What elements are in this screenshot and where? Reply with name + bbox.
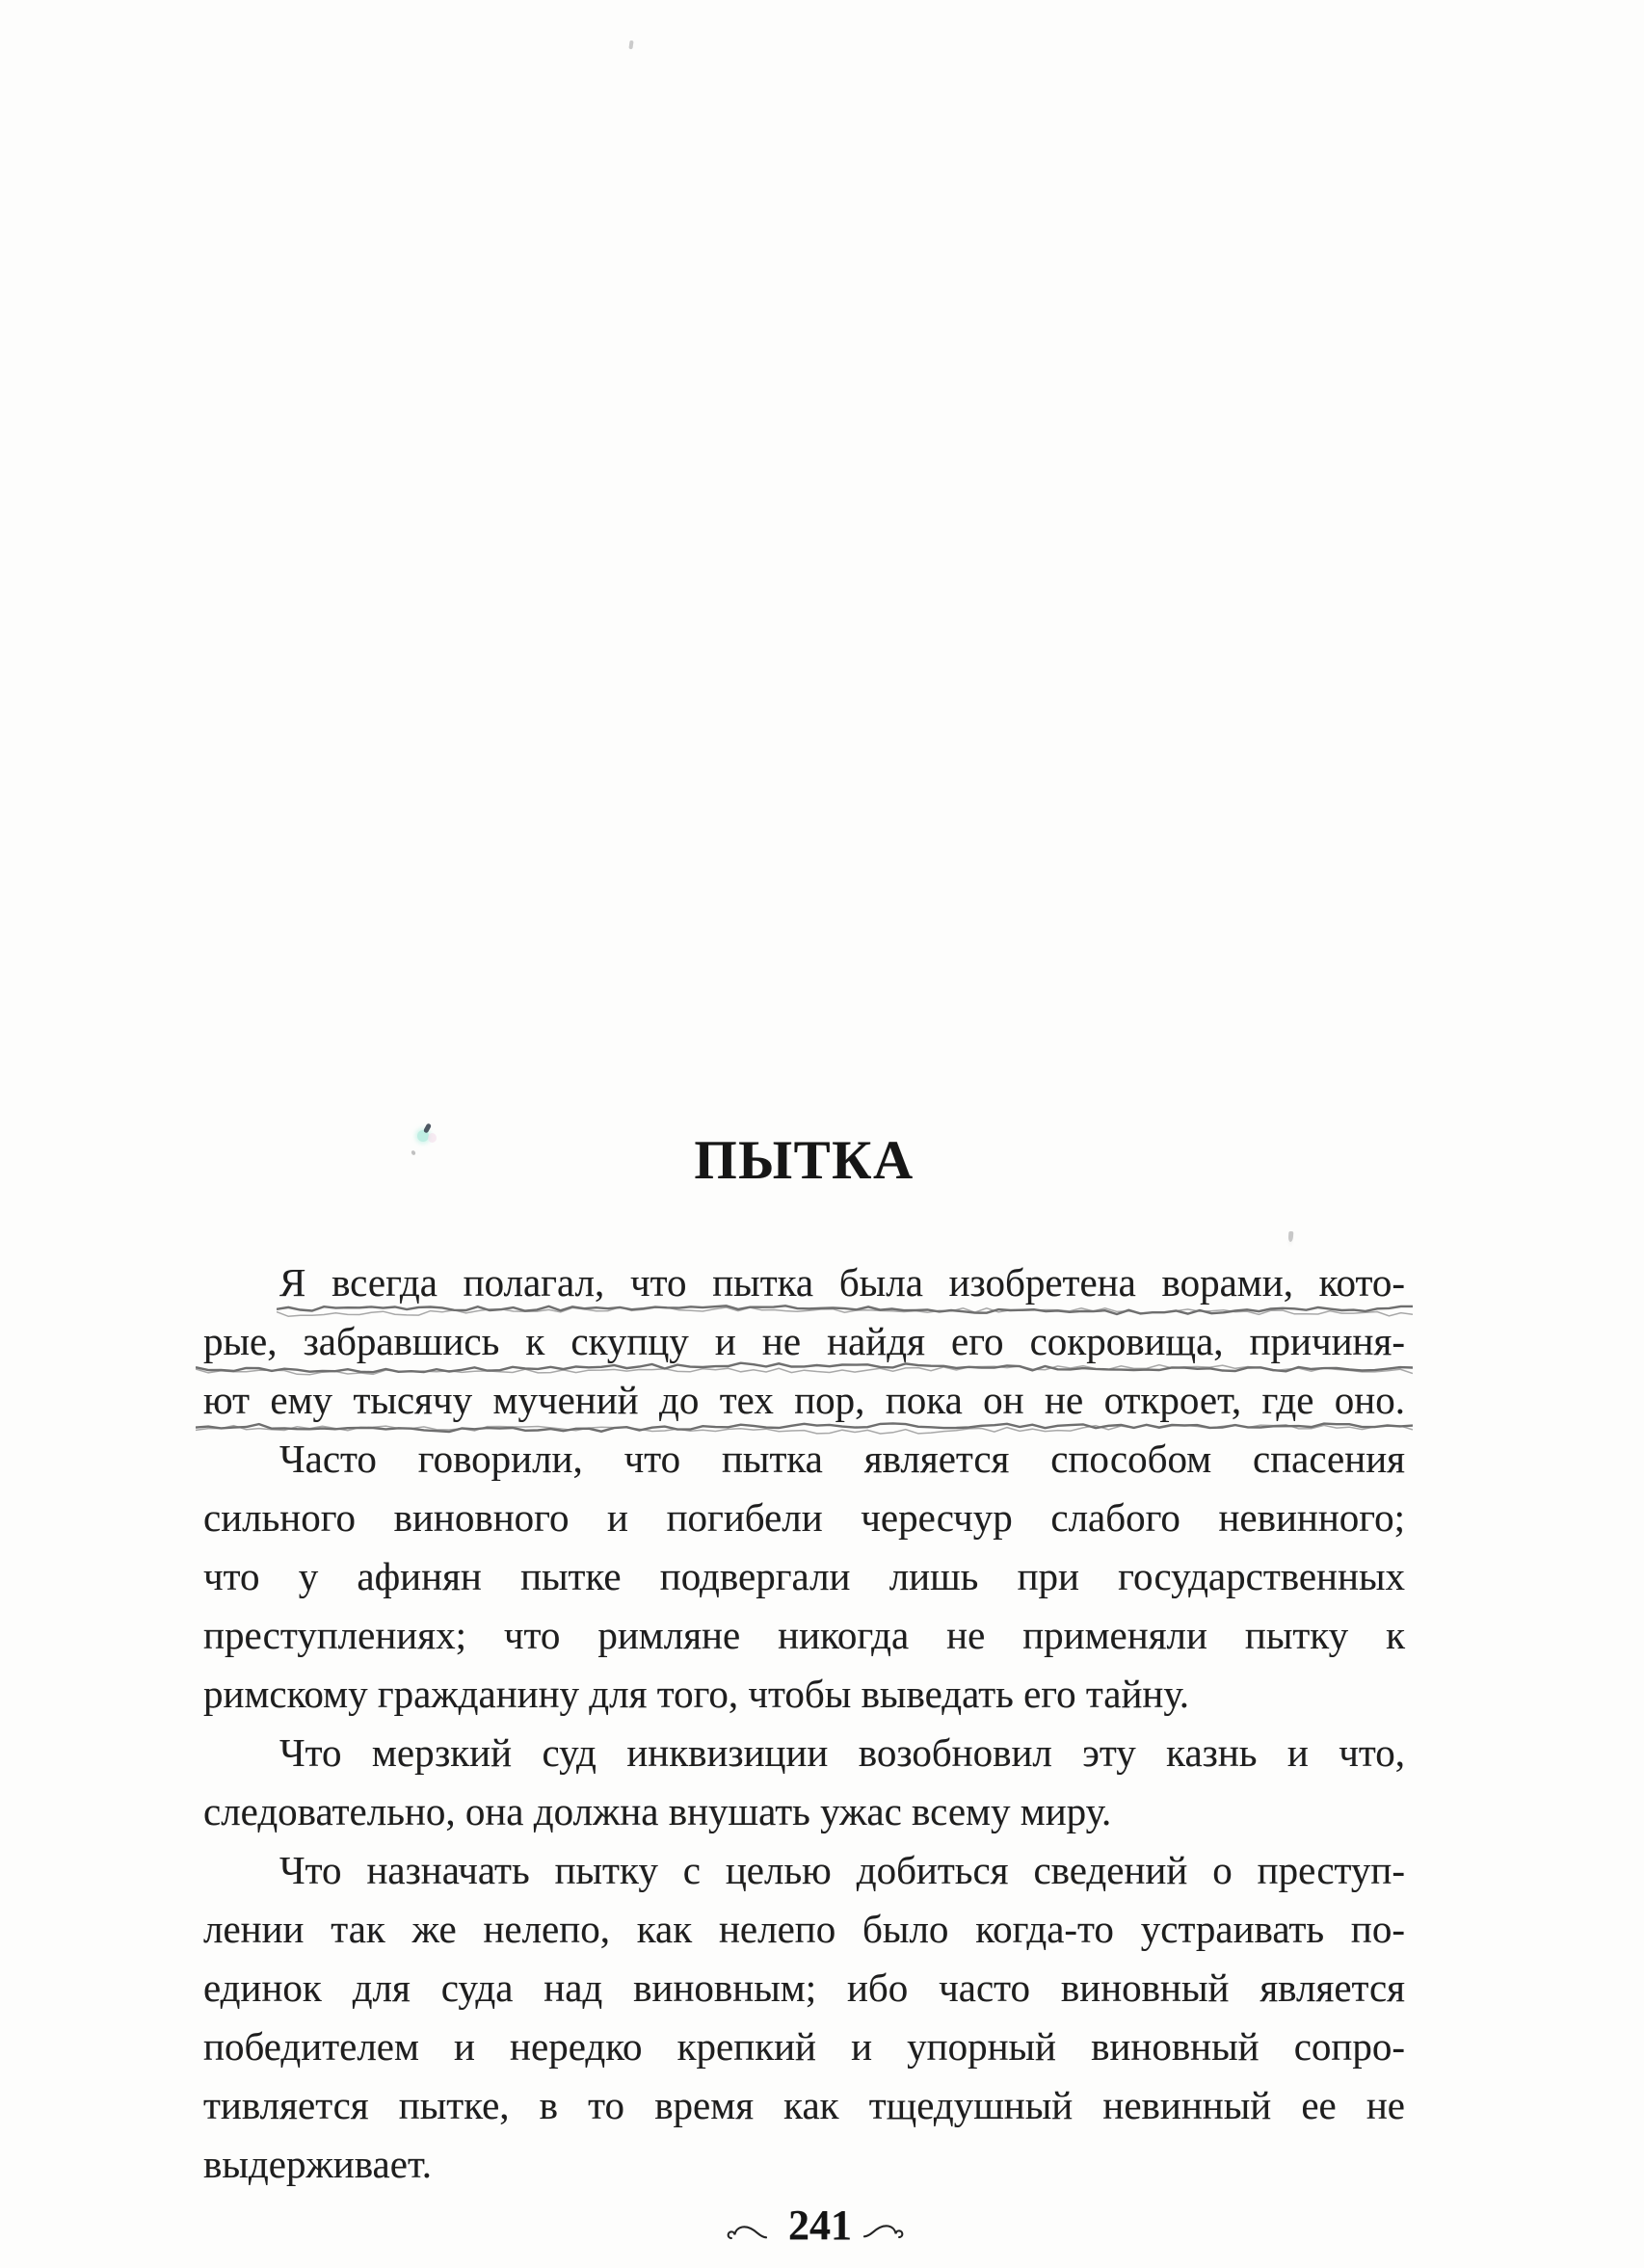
text-line: победителем и нередко крепкий и упорный виновный сопро- [203,2024,1405,2069]
text-line: Часто говорили, что пытка является способом спасения [279,1437,1405,1481]
page-number: 241 [788,2202,852,2249]
paragraph [203,1724,1405,1841]
text-line: выдерживает. [203,2142,433,2186]
text-line: Что назначать пытку с целью добиться сведений о преступ- [279,1848,1405,1892]
text-line: лении так же нелепо, как нелепо было когда-то устраивать по- [203,1907,1405,1951]
text-line: следовательно, она должна внушать ужас всему миру. [203,1789,1112,1833]
text-line: римскому гражданину для того, чтобы выведать его тайну. [203,1672,1189,1716]
scan-smudge [1288,1231,1294,1242]
paragraph [203,1841,1405,2194]
text-line: рые, забравшись к скупцу и не найдя его сокровища, причиня- [203,1312,1405,1371]
text-line: сильного виновного и погибели чересчур слабого невинного; [203,1495,1405,1540]
text-line: Что мерзкий суд инквизиции возобновил эту казнь и что, [279,1730,1405,1775]
text-line: единок для суда над виновным; ибо часто виновный является [203,1965,1405,2010]
text-line: что у афинян пытке подвергали лишь при государственных [203,1554,1405,1598]
text-line: ют ему тысячу мучений до тех пор, пока он не откроет, где оно. [203,1371,1405,1430]
scan-speck [628,40,633,49]
body-text [203,1253,1405,2194]
text-line: преступлениях; что римляне никогда не применяли пытку к [203,1613,1405,1657]
chapter-title: ПЫТКА [694,1130,915,1191]
paragraph [203,1430,1405,1724]
flourish-right-icon [863,2220,906,2241]
text-line: тивляется пытке, в то время как тщедушный невинный ее не [203,2083,1405,2127]
paragraph [203,1253,1405,1430]
dark-ink-dot [423,1122,432,1133]
text-line: Я всегда полагал, что пытка была изобретена ворами, кото- [203,1253,1405,1312]
